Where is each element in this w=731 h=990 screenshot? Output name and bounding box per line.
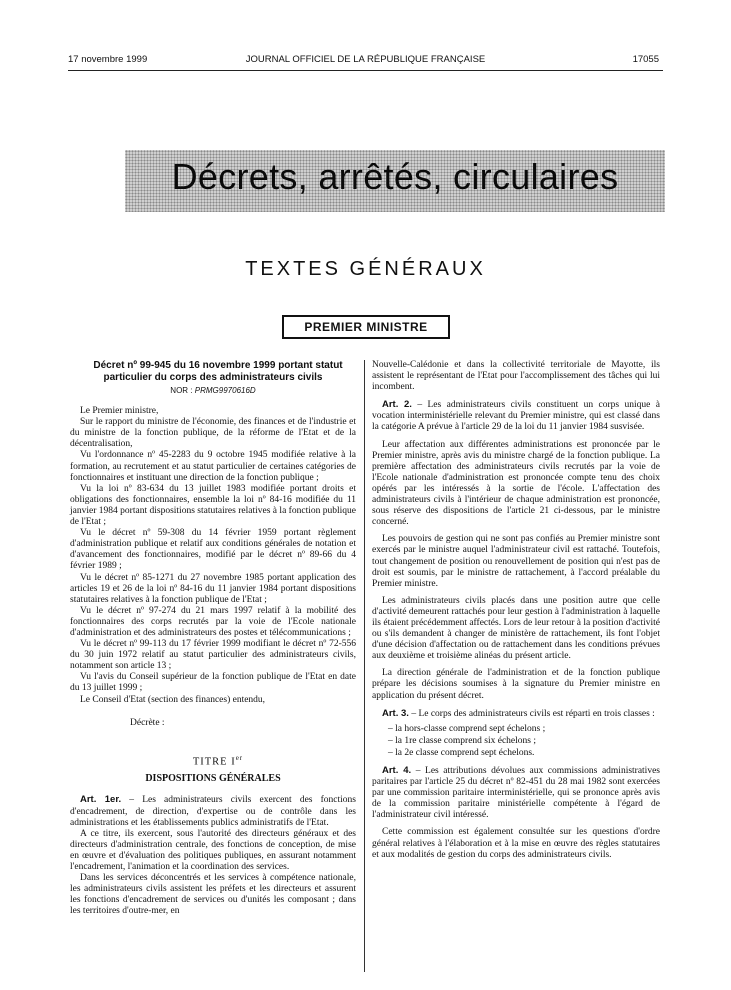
paragraph: Vu l'avis du Conseil supérieur de la fonction publique de l'Etat en date du 13 juillet 1999 ; <box>70 672 356 694</box>
titre-sup: er <box>235 753 244 762</box>
titre-heading <box>70 753 356 768</box>
paragraph: Leur affectation aux différentes administrations est prononcée par le Premier ministre, après avis du ministre chargé de la fonction publique. La première affectation des administrateurs civils recrutés par la voie de l'Ecole nationale d'administration est prononcée compte tenu des choix opérés par les intéressés à la sortie de l'école. L'affectation des administrateurs civils à l'intérieur de chaque administration est prononcée, sous réserve des dispositions de l'article 21 ci-dessous, par le ministre concerné. <box>372 439 660 528</box>
ministry-box <box>282 315 450 339</box>
decree-title: Décret nº 99-945 du 16 novembre 1999 portant statut particulier du corps des administrateurs civils <box>93 360 343 383</box>
article-2 <box>372 399 660 433</box>
article-1 <box>70 794 356 828</box>
paragraph: Vu la loi nº 83-634 du 13 juillet 1983 modifiée portant droits et obligations des fonctionnaires, ensemble la loi nº 84-16 modifiée du 11 janvier 1984 portant dispositions statutaires relatives à la fonction publique de l'Etat ; <box>70 483 356 528</box>
list-item: – la 2e classe comprend sept échelons. <box>388 747 535 758</box>
paragraph: La direction générale de l'administration et de la fonction publique prépare les décisions soumises à la signature du Premier ministre en application du présent décret. <box>372 668 660 701</box>
class-list <box>372 724 660 759</box>
article-4-text: – Les attributions dévolues aux commissions administratives paritaires par l'article 25 du décret nº 82-451 du 28 mai 1982 sont exercées par une commission paritaire interministérielle, qui se prononce après avis de la commission paritaire ministérielle compétente à l'égard de l'administrateur civil intéressé. <box>372 766 660 821</box>
column-separator <box>364 360 365 972</box>
header-journal-title: JOURNAL OFFICIEL DE LA RÉPUBLIQUE FRANÇAISE <box>245 54 486 65</box>
header-rule <box>68 70 663 71</box>
article-2-label: Art. 2. <box>382 399 412 411</box>
paragraph: Les administrateurs civils placés dans une position autre que celle d'activité demeurent rattachés pour leur gestion à l'administration à laquelle ils étaient précédemment affectés. Lors de leur retour à la position d'activité ou s'ils demandent à changer de ministère de rattachement, ils font l'objet d'une décision d'affectation ou de rattachement dans les conditions prévues aux deuxième et troisième alinéas du présent article. <box>372 595 661 662</box>
article-3-text: – Le corps des administrateurs civils est réparti en trois classes : <box>408 708 655 719</box>
article-3 <box>372 708 660 720</box>
article-4-label: Art. 4. <box>382 765 412 776</box>
paragraph: Cette commission est également consultée sur les questions d'ordre général relatives à l'élaboration et à la mise en œuvre des règles statutaires et aux modalités de gestion du corps des administrateurs civils. <box>372 827 660 860</box>
list-item: – la 1re classe comprend six échelons ; <box>388 735 536 746</box>
article-1-text: – Les administrateurs civils exercent des fonctions d'encadrement, de direction, d'expertise ou de contrôle dans les administrations et les établissements publics administratifs de l'Etat. <box>70 795 356 828</box>
article-3-label: Art. 3. <box>382 707 409 719</box>
section-banner <box>125 150 665 212</box>
article-4 <box>372 765 660 821</box>
paragraph-continuation: Nouvelle-Calédonie et dans la collectivité territoriale de Mayotte, ils assistent le représentant de l'Etat pour l'accomplissement des tâches qui lui incombent. <box>372 360 660 393</box>
article-1-label: Art. 1er. <box>80 794 122 806</box>
nor-label: NOR : <box>170 386 193 395</box>
paragraph: Vu le décret nº 99-113 du 17 février 1999 modifiant le décret nº 72-556 du 30 juin 1972 relatif au statut particulier des administrateurs civils, notamment son article 13 ; <box>70 639 356 672</box>
paragraph: Le Premier ministre, <box>80 406 159 417</box>
paragraph: A ce titre, ils exercent, sous l'autorité des directeurs généraux et des directeurs d'administration centrale, des fonctions de conception, de mise en œuvre et d'évaluation des politiques publiques, en assurant notamment l'encadrement, l'animation et la coordination des services. <box>70 828 356 872</box>
section-title: TEXTES GÉNÉRAUX <box>245 258 486 280</box>
paragraph: Vu le décret nº 59-308 du 14 février 1959 portant règlement d'administration publique et relatif aux conditions générales de notation et d'avancement des fonctionnaires, modifié par le décret nº 89-66 du 4 février 1989 ; <box>70 528 356 572</box>
paragraph: Vu le décret nº 97-274 du 21 mars 1997 relatif à la mobilité des fonctionnaires des corps recrutés par la voie de l'Ecole nationale d'administration et des administrateurs des postes et télécommunications ; <box>70 605 356 638</box>
nor-reference <box>70 385 356 396</box>
right-column <box>372 360 660 861</box>
ministry-label: PREMIER MINISTRE <box>304 320 428 334</box>
titre-label: TITRE I <box>192 756 236 768</box>
paragraph: Vu le décret nº 85-1271 du 27 novembre 1985 portant application des articles 19 et 26 de la loi nº 84-16 du 11 janvier 1984 portant dispositions statutaires relatives à la fonction publique de l'Etat ; <box>70 572 356 605</box>
nor-code: PRMG9970616D <box>194 386 256 395</box>
decrete-label: Décrète : <box>130 717 165 728</box>
dispositions-heading: DISPOSITIONS GÉNÉRALES <box>145 773 281 785</box>
paragraph: Les pouvoirs de gestion qui ne sont pas confiés au Premier ministre sont exercés par le ministre auquel l'administrateur civil est rattaché. Toutefois, tout changement de position ou renouvellement de position qui n'est pas de droit est soumis, par le ministre de rattachement, à l'accord préalable du Premier ministre. <box>372 534 660 589</box>
header-date: 17 novembre 1999 <box>68 54 148 65</box>
left-column <box>70 360 356 917</box>
paragraph: Dans les services déconcentrés et les services à compétence nationale, les administrateurs civils assistent les préfets et les directeurs et assurent les fonctions d'encadrement de services ou d'unités les composant ; dans les territoires d'outre-mer, en <box>70 873 356 917</box>
header-page-number: 17055 <box>632 54 659 65</box>
paragraph: Vu l'ordonnance nº 45-2283 du 9 octobre 1945 modifiée relative à la formation, au recrutement et au statut particulier de certaines catégories de fonctionnaires et instituant une direction de la fonction publique ; <box>70 450 356 483</box>
paragraph: Sur le rapport du ministre de l'économie, des finances et de l'industrie et du ministre de la fonction publique, de la réforme de l'Etat et de la décentralisation, <box>70 417 356 450</box>
article-2-text: – Les administrateurs civils constituent un corps unique à vocation interministérielle relevant du Premier ministre, qui est classé dans la catégorie A prévue à l'article 29 de la loi du 11 janvier 1984 susvisée. <box>372 400 660 433</box>
banner-title: Décrets, arrêtés, circulaires <box>171 156 619 197</box>
list-item: – la hors-classe comprend sept échelons ; <box>388 723 546 734</box>
paragraph: Le Conseil d'Etat (section des finances) entendu, <box>80 694 266 705</box>
